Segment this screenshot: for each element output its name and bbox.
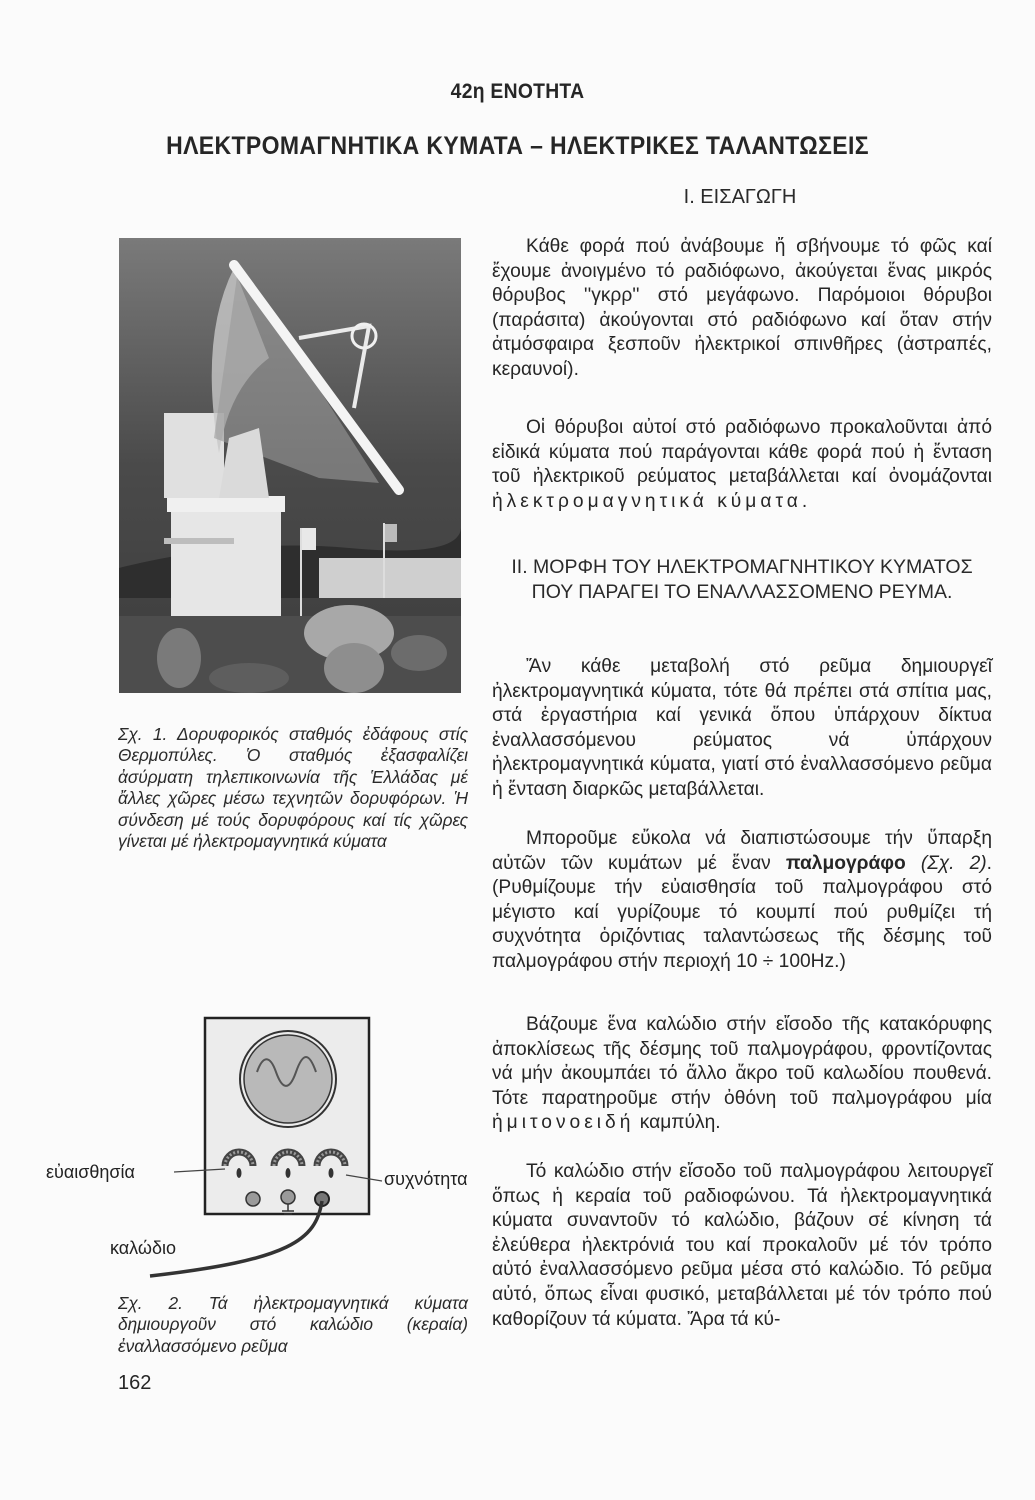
input-terminal-left bbox=[246, 1192, 260, 1206]
section-heading-introduction: Ι. ΕΙΣΑΓΩΓΗ bbox=[683, 186, 797, 208]
paragraph-6 bbox=[492, 1160, 992, 1332]
paragraph-5-end: καμπύλη. bbox=[634, 1112, 721, 1134]
paragraph-1-text: Κάθε φορά πού ἀνάβουμε ἤ σβήνουμε τό φῶς καί ἔχουμε ἀνοιγμένο τό ραδιόφωνο, ἀκούγεται ἕνας μικρός θόρυβος ''γκρρ'' στό μεγάφωνο. Παρόμοιοι θόρυβοι (παράσιτα) ἀκούγονται στό ραδιόφωνο καί ὅταν στήν ἀτμόσφαιρα ξεσποῦν ἠλεκτρικοί σπινθῆρες (ἀστραπές, κεραυνοί). bbox=[492, 236, 992, 380]
section-heading-form: ΙΙ. ΜΟΡΦΗ ΤΟΥ ΗΛΕΚΤΡΟΜΑΓΝΗΤΙΚΟΥ ΚΥΜΑΤΟΣ ΠΟΥ ΠΑΡΑΓΕΙ ΤΟ ΕΝΑΛΛΑΣΣΟΜΕΝΟ ΡΕΥΜΑ. bbox=[511, 556, 973, 603]
paragraph-1 bbox=[492, 235, 992, 383]
bold-term-oscilloscope: παλμογράφο bbox=[785, 852, 906, 874]
paragraph-6-text: Τό καλώδιο στήν εἴσοδο τοῦ παλμογράφου λειτουργεῖ ὅπως ἡ κεραία τοῦ ραδιοφώνου. Τά ἠλεκτρομαγνητικά κύματα συναντοῦν τό καλώδιο, βάζουν σέ κίνηση τά ἐλεύθερα ἠλεκτρόνιά του καί προκαλοῦν μέ τόν τρόπο αὐτό ἐναλλασσόμενο ρεῦμα μέσα στό καλώδιο. Τό ρεῦμα αὐτό, ὅπως εἶναι φυσικό, μεταβάλλεται μέ τόν τρόπο πού καθορίζουν τά κύματα. Ἄρα τά κύ- bbox=[492, 1161, 992, 1330]
paragraph-2-end: . bbox=[801, 490, 808, 512]
ground-terminal bbox=[281, 1190, 295, 1214]
emphasized-term: ἠλεκτρομαγνητικά κύματα bbox=[492, 490, 802, 512]
paragraph-4-text: Μποροῦμε εὔκολα νά διαπιστώσουμε τήν ὕπαρξη αὐτῶν τῶν κυμάτων μέ ἕναν bbox=[492, 828, 992, 874]
figure-1-caption: Σχ. 1. Δορυφορικός σταθμός ἐδάφους στίς Θερμοπύλες. Ὁ σταθμός ἐξασφαλίζει ἀσύρματη τηλεπικοινωνία τῆς Ἑλλάδας μέ ἄλλες χῶρες μέσω τεχνητῶν δορυφόρων. Ἡ σύνδεση μέ τούς δορυφόρους καί τίς χῶρες γίνεται μέ ἠλεκτρομαγνητικά κύματα bbox=[118, 724, 468, 852]
cable-label: καλώδιο bbox=[110, 1238, 176, 1258]
satellite-station-photo bbox=[119, 238, 461, 693]
oscilloscope-screen bbox=[240, 1031, 336, 1127]
paragraph-5 bbox=[492, 1013, 992, 1136]
paragraph-4 bbox=[492, 827, 992, 975]
sensitivity-label: εὐαισθησία bbox=[46, 1162, 135, 1182]
paragraph-5-text: Βάζουμε ἕνα καλώδιο στήν εἴσοδο τῆς κατακόρυφης ἀποκλίσεως τῆς δέσμης τοῦ παλμογράφου, φροντίζοντας νά μήν ἀκουμπάει τό ἄλλο ἄκρο τοῦ καλωδίου πουθενά. Τότε παρατηροῦμε στήν ὀθόνη τοῦ παλμογράφου μία bbox=[492, 1014, 992, 1109]
oscilloscope-diagram bbox=[0, 1010, 480, 1280]
emphasized-term-sinusoidal: ἡμιτονοειδή bbox=[492, 1112, 635, 1134]
paragraph-3-text: Ἄν κάθε μεταβολή στό ρεῦμα δημιουργεῖ ἠλεκτρομαγνητικά κύματα, τότε θά πρέπει στά σπίτια μας, στά ἐργαστήρια καί γενικά ὅπου ὑπάρχουν δίκτυα ἐναλλασσόμενου ρεύματος νά ὑπάρχουν ἠλεκτρομαγνητικά κύματα, γιατί στό ἐναλλασσόμενο ρεῦμα ἡ ἔνταση διαρκῶς μεταβάλλεται. bbox=[492, 656, 992, 800]
paragraph-3 bbox=[492, 655, 992, 803]
paragraph-2-text: Οἱ θόρυβοι αὐτοί στό ραδιόφωνο προκαλοῦνται ἀπό εἰδικά κύματα πού παράγονται κάθε φορά πού ἡ ἔνταση τοῦ ἠλεκτρικοῦ ρεύματος μεταβάλλεται καί ὀνομάζονται bbox=[492, 417, 992, 488]
page-number: 162 bbox=[118, 1372, 152, 1394]
figure-2-caption: Σχ. 2. Τά ἠλεκτρομαγνητικά κύματα δημιουργοῦν στό καλώδιο (κεραία) ἐναλλασσόμενο ρεῦμα bbox=[118, 1293, 468, 1356]
paragraph-4-end: . (Ρυθμίζουμε τήν εὐαισθησία τοῦ παλμογράφου στό μέγιστο καί γυρίζουμε τό κουμπί πού ρυθμίζει τή συχνότητα ὁριζόντιας ταλαντώσεως τῆς δέσμης τοῦ παλμογράφου στήν περιοχή 10 ÷ 100Hz.) bbox=[492, 852, 992, 972]
figure-reference: (Σχ. 2) bbox=[905, 852, 987, 874]
paragraph-2 bbox=[492, 416, 992, 514]
page-title: ΗΛΕΚΤΡΟΜΑΓΝΗΤΙΚΑ ΚΥΜΑΤΑ – ΗΛΕΚΤΡΙΚΕΣ ΤΑΛΑΝΤΩΣΕΙΣ bbox=[166, 132, 869, 160]
frequency-label: συχνότητα bbox=[384, 1169, 468, 1189]
chapter-heading: 42η ΕΝΟΤΗΤΑ bbox=[450, 80, 585, 103]
